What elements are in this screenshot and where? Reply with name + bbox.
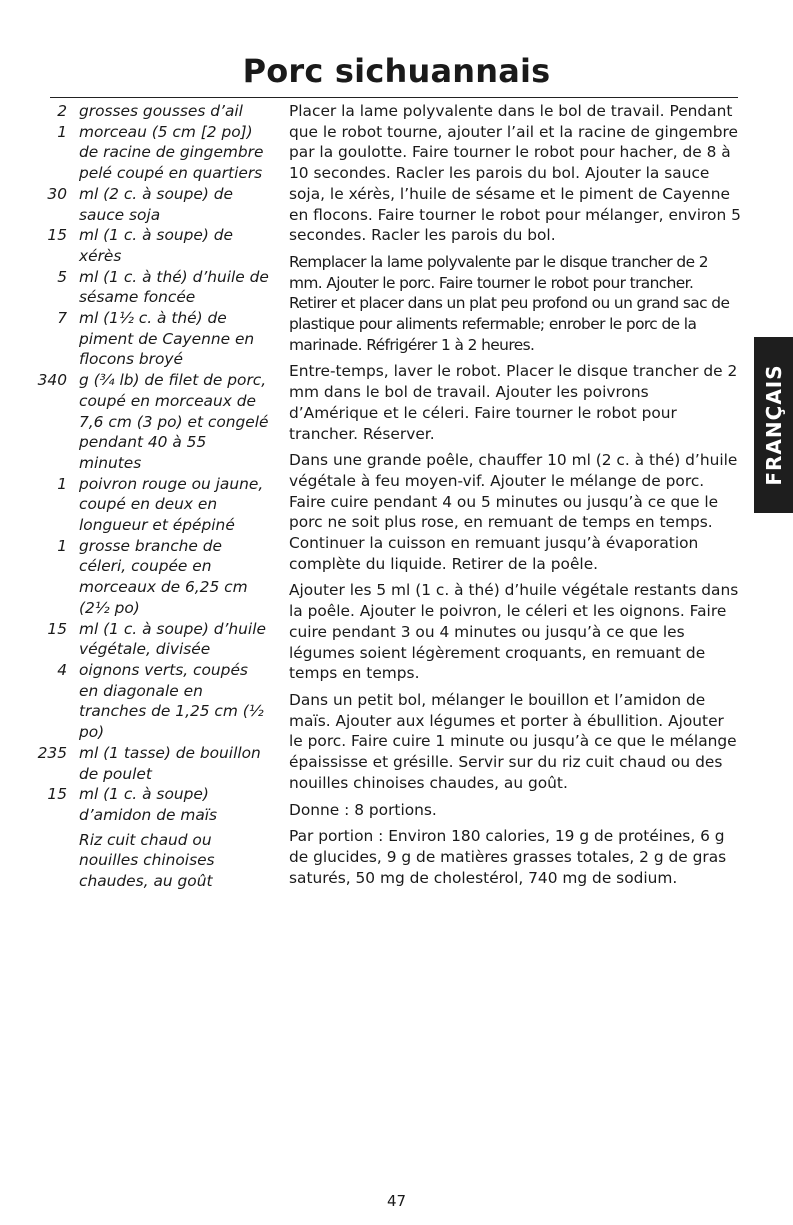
title-divider	[50, 97, 738, 98]
ingredient-item	[20, 267, 270, 308]
page-title: Porc sichuannais	[242, 52, 551, 90]
ingredient-item	[20, 308, 270, 370]
ingredient-description: ml (1 c. à soupe) d’amidon de maïs	[79, 785, 218, 824]
ingredient-item	[20, 536, 270, 619]
ingredient-item	[20, 101, 270, 122]
servings: Donne : 8 portions.	[289, 800, 437, 819]
ingredient-description: ml (2 c. à soupe) de sauce soja	[79, 184, 233, 224]
ingredient-quantity: 235	[37, 743, 67, 762]
method-step: Placer la lame polyvalente dans le bol de travail. Pendant que le robot tourne, ajouter l’ail et la racine de gingembre par la goulotte. Faire tourner le robot pour hacher, de 8 à 10 secondes. Racler les parois du bol. Ajouter la sauce soja, le xérès, l’huile de sésame et le piment de Cayenne en flocons. Faire tourner le robot pour mélanger, environ 5 secondes. Racler les parois du bol.	[289, 102, 741, 245]
ingredient-description: oignons verts, coupés en diagonale en tranches de 1,25 cm (½ po)	[79, 660, 264, 742]
ingredient-description: grosses gousses d’ail	[79, 102, 243, 120]
ingredient-quantity: 15	[47, 226, 67, 245]
ingredient-quantity: 7	[57, 309, 67, 328]
method-step: Ajouter les 5 ml (1 c. à thé) d’huile végétale restants dans la poêle. Ajouter le poivron, le céleri et les oignons. Faire cuire pendant 3 ou 4 minutes ou jusqu’à ce que les légumes soient légèrement croquants, en remuant de temps en temps.	[289, 581, 739, 683]
ingredient-description: morceau (5 cm [2 po]) de racine de gingembre pelé coupé en quartiers	[79, 122, 264, 183]
ingredient-description: ml (1 c. à soupe) de xérès	[79, 226, 233, 265]
ingredient-item	[20, 826, 270, 892]
ingredient-list	[20, 101, 270, 892]
method-step: Dans un petit bol, mélanger le bouillon et l’amidon de maïs. Ajouter aux légumes et porter à ébullition. Ajouter le porc. Faire cuire 1 minute ou jusqu’à ce que le mélange épaississe et grésille. Servir sur du riz cuit chaud ou des nouilles chinoises chaudes, au goût.	[289, 690, 737, 792]
method-steps	[289, 101, 741, 894]
ingredient-description: ml (1 c. à thé) d’huile de sésame foncée	[79, 267, 269, 307]
method-step: Remplacer la lame polyvalente par le disque trancher de 2 mm. Ajouter le porc. Faire tourner le robot pour trancher. Retirer et placer dans un plat peu profond ou un grand sac de plastique pour aliments refermable; enrober le porc de la marinade. Réfrigérer 1 à 2 heures.	[289, 252, 730, 354]
method-step: Entre-temps, laver le robot. Placer le disque trancher de 2 mm dans le bol de travail. Ajouter les poivrons d’Amérique et le céleri. Faire tourner le robot pour trancher. Réserver.	[289, 362, 738, 443]
ingredient-description: ml (1½ c. à thé) de piment de Cayenne en flocons broyé	[79, 309, 255, 369]
ingredient-quantity: 2	[57, 102, 67, 120]
ingredient-item	[20, 184, 270, 225]
ingredient-item	[20, 370, 270, 474]
ingredient-quantity: 1	[57, 474, 67, 493]
method-step: Dans une grande poêle, chauffer 10 ml (2 c. à thé) d’huile végétale à feu moyen-vif. Ajouter le mélange de porc. Faire cuire pendant 4 ou 5 minutes ou jusqu’à ce que le porc ne soit plus rose, en remuant de temps en temps. Continuer la cuisson en remuant jusqu’à évaporation complète du liquide. Retirer de la poêle.	[289, 451, 738, 573]
ingredient-quantity: 30	[47, 184, 67, 203]
language-tab-label: FRANÇAIS	[761, 364, 786, 486]
ingredient-quantity: 1	[57, 122, 67, 141]
ingredient-description: poivron rouge ou jaune, coupé en deux en longueur et épépiné	[79, 474, 264, 535]
ingredient-quantity: 340	[37, 371, 67, 390]
ingredient-description: ml (1 tasse) de bouillon de poulet	[79, 743, 261, 783]
ingredient-item	[20, 784, 270, 825]
ingredient-quantity: 15	[47, 785, 67, 804]
ingredient-item	[20, 743, 270, 784]
ingredient-description: grosse branche de céleri, coupée en morceaux de 6,25 cm (2½ po)	[79, 536, 248, 617]
ingredient-description: g (¾ lb) de filet de porc, coupé en morceaux de 7,6 cm (3 po) et congelé pendant 40 à 55 minutes	[79, 371, 269, 472]
ingredient-quantity: 15	[47, 619, 67, 638]
ingredient-quantity: 1	[57, 536, 67, 555]
ingredient-quantity: 5	[57, 267, 67, 286]
ingredient-item	[20, 619, 270, 660]
ingredient-description: Riz cuit chaud ou nouilles chinoises chaudes, au goût	[79, 830, 215, 891]
ingredient-item	[20, 225, 270, 266]
ingredient-item	[20, 122, 270, 184]
ingredient-quantity: 4	[57, 660, 67, 679]
language-tab	[754, 337, 793, 513]
ingredient-description: ml (1 c. à soupe) d’huile végétale, divisée	[79, 619, 266, 659]
page-number: 47	[386, 1192, 407, 1210]
ingredient-item	[20, 660, 270, 743]
nutrition-info: Par portion : Environ 180 calories, 19 g de protéines, 6 g de glucides, 9 g de matières grasses totales, 2 g de gras saturés, 50 mg de cholestérol, 740 mg de sodium.	[289, 827, 727, 887]
ingredient-item	[20, 474, 270, 536]
